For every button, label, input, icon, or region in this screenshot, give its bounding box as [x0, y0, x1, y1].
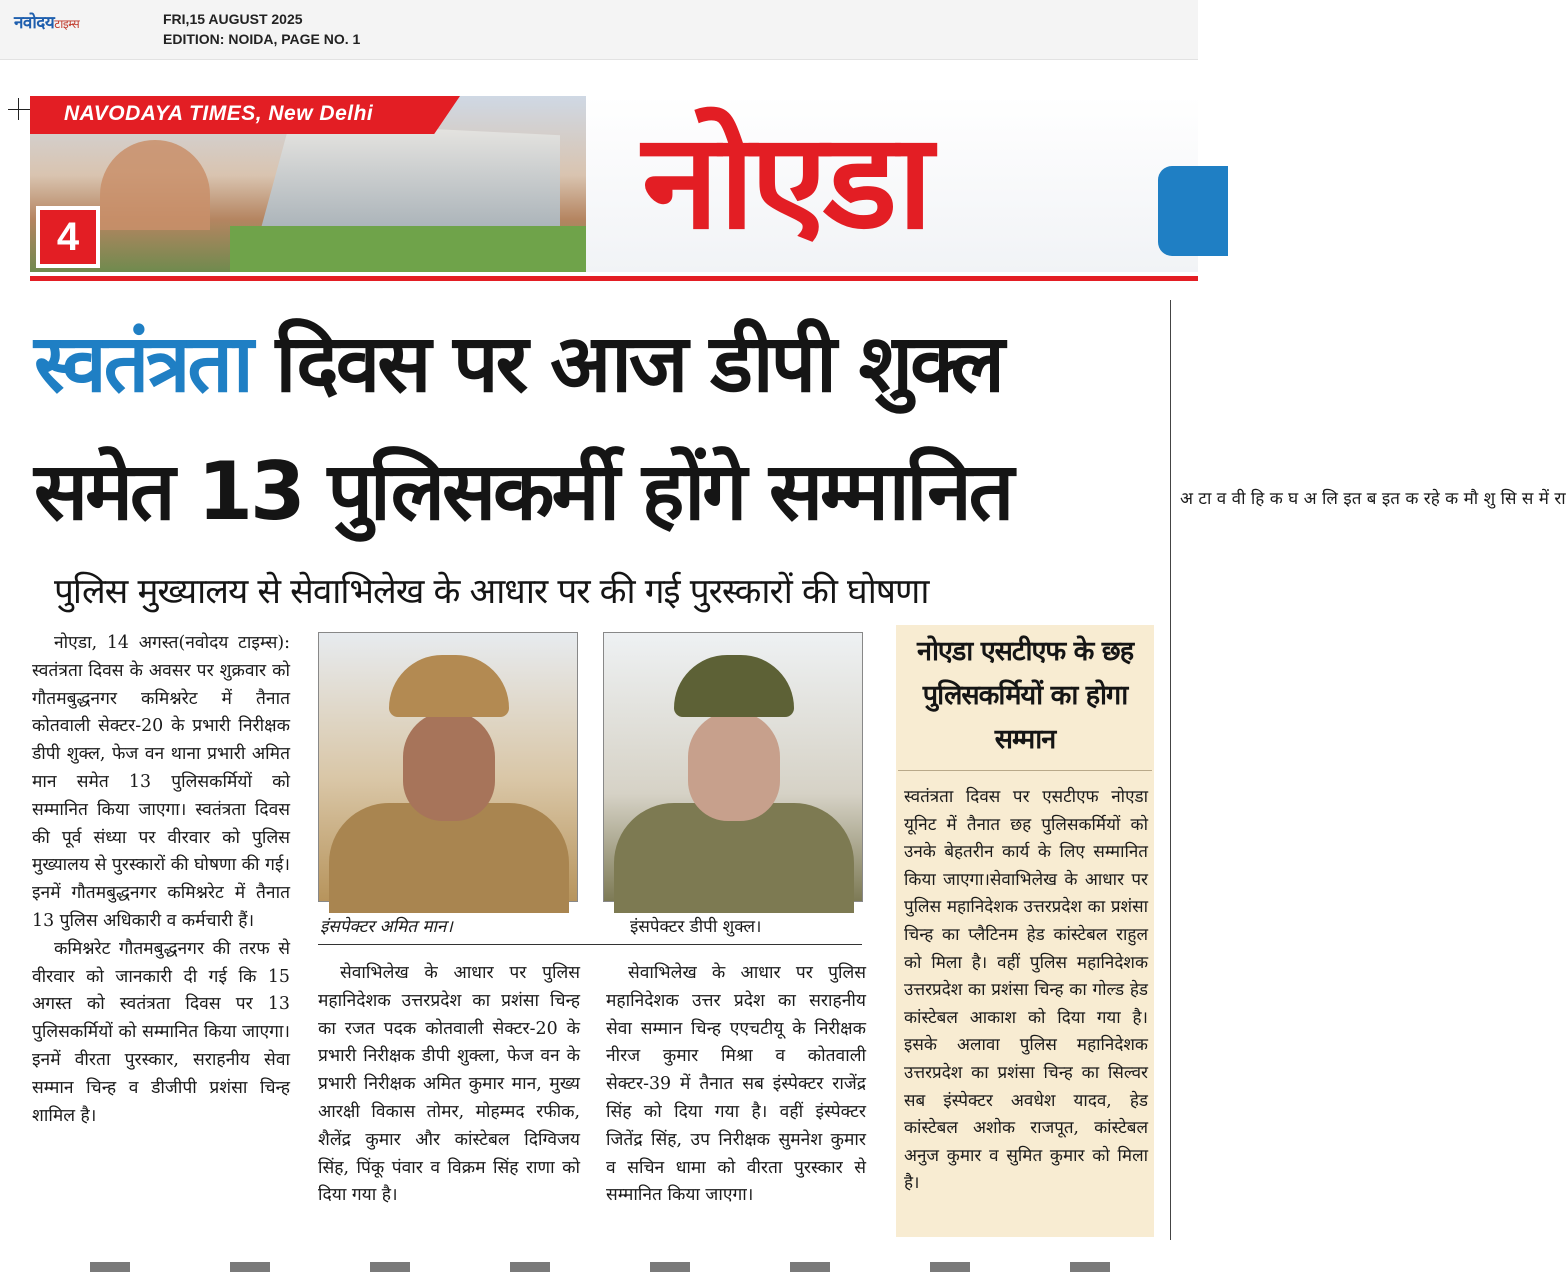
stf-box-title: नोएडा एसटीएफ के छह पुलिसकर्मियों का होगा सम्मान: [916, 636, 1134, 755]
article-paragraph-2: कमिश्नरेट गौतमबुद्धनगर की तरफ से वीरवार को जानकारी दी गई कि 15 अगस्त को स्वतंत्रता दिवस पर 13 पुलिसकर्मियों को सम्मानित किया जाएगा।इनमें वीरता पुरस्कार, सराहनीय सेवा सम्मान चिन्ह व डीजीपी प्रशंसा चिन्ह शामिल है।: [32, 938, 290, 1126]
article-paragraph-3: सेवाभिलेख के आधार पर पुलिस महानिदेशक उत्तरप्रदेश का प्रशंसा चिन्ह का रजत पदक कोतवाली सेक्टर-20 के प्रभारी निरीक्षक डीपी शुक्ला, फेज वन के प्रभारी निरीक्षक अमित कुमार मान, मुख्य आरक्षी विकास तोमर, मोहम्मद रफीक, शैलेंद्र कुमार और कांस्टेबल दिग्विजय सिंह, पिंकू पंवार व विक्रम सिंह राणा को दिया गया है।: [318, 963, 580, 1206]
headline-line1: [34, 300, 1154, 428]
cap-shape: [674, 655, 794, 717]
publication-logo[interactable]: [14, 10, 79, 33]
monument-shape: [100, 140, 210, 230]
main-headline: [34, 300, 1154, 556]
stf-box-text: स्वतंत्रता दिवस पर एसटीएफ नोएडा यूनिट में तैनात छह पुलिसकर्मियों को उनके बेहतरीन कार्य के लिए सम्मानित किया जाएगा।सेवाभिलेख के आधार पर पुलिस महानिदेशक उत्तरप्रदेश का प्रशंसा चिन्ह का प्लैटिनम हेड कांस्टेबल राहुल को मिला है। वहीं पुलिस महानिदेशक उत्तरप्रदेश का प्रशंसा चिन्ह का गोल्ड हेड कांस्टेबल आकाश को दिया गया है। इसके अलावा पुलिस महानिदेशक उत्तरप्रदेश का प्रशंसा चिन्ह का सिल्वर सब इंस्पेक्टर अवधेश यादव, हेड कांस्टेबल अशोक राजपूत, कांस्टेबल अनुज कुमार व सुमित कुमार को मिला है।: [904, 787, 1148, 1194]
stf-box-divider: [898, 770, 1152, 771]
face-shape: [403, 711, 495, 821]
article-column-2: [318, 960, 580, 1210]
article-paragraph-4: सेवाभिलेख के आधार पर पुलिस महानिदेशक उत्तर प्रदेश का सराहनीय सेवा सम्मान चिन्ह एएचटीयू के निरीक्षक नीरज कुमार मिश्रा व कोतवाली सेक्टर-39 में तैनात सब इंस्पेक्टर राजेंद्र सिंह को दिया गया है। वहीं इंस्पेक्टर जितेंद्र सिंह, उप निरीक्षक सुमनेश कुमार व सचिन धामा को वीरता पुरस्कार से सम्मानित किया जाएगा।: [606, 963, 866, 1206]
article-column-3: [606, 960, 866, 1210]
article-paragraph-1: नोएडा, 14 अगस्त(नवोदय टाइम्स): स्वतंत्रता दिवस के अवसर पर शुक्रवार को गौतमबुद्धनगर कमिश्नरेट में तैनात कोतवाली सेक्टर-20 के प्रभारी निरीक्षक डीपी शुक्ल, फेज वन थाना प्रभारी अमित मान समेत 13 पुलिसकर्मियों को सम्मानित किया जाएगा। स्वतंत्रता दिवस की पूर्व संध्या पर वीरवार को पुलिस मुख्यालय से पुरस्कारों की घोषणा की गई। इनमें गौतमबुद्धनगर कमिश्नरेट में तैनात 13 पुलिस अधिकारी व कर्मचारी हैं।: [32, 633, 290, 931]
column-divider: [1170, 300, 1171, 1240]
masthead-blue-block: [1158, 166, 1228, 256]
edition-date: FRI,15 AUGUST 2025: [163, 11, 303, 27]
headline-line2: समेत 13 पुलिसकर्मी होंगे सम्मानित: [34, 445, 1012, 538]
logo-small: टाइम्स: [54, 17, 80, 31]
cap-shape: [389, 655, 509, 717]
edition-meta: [163, 9, 360, 49]
photo-amit-maan[interactable]: [318, 632, 578, 902]
masthead-banner-text: NAVODAYA TIMES, New Delhi: [64, 102, 374, 125]
edition-page: EDITION: NOIDA, PAGE NO. 1: [163, 31, 361, 47]
photo-caption-1: इंसपेक्टर अमित मान।: [320, 917, 453, 937]
next-article-fragment: अ टा व वी हि क घ अ लि इत ब इत क रहे क मौ शु सि स में रा: [1180, 489, 1566, 509]
headline-highlight: स्वतंत्रता: [34, 317, 251, 410]
next-headline-fragment: [90, 1262, 1140, 1272]
masthead-divider: [30, 276, 1198, 281]
logo-main: नवोदय: [14, 13, 55, 33]
headline-line1-rest: दिवस पर आज डीपी शुक्ल: [250, 317, 1002, 410]
photo-dp-shukla[interactable]: [603, 632, 863, 902]
page-number: 4: [40, 210, 96, 264]
sub-headline: पुलिस मुख्यालय से सेवाभिलेख के आधार पर की गई पुरस्कारों की घोषणा: [54, 572, 929, 612]
page-number-badge: [36, 206, 100, 268]
crop-crosshair-icon: [8, 98, 30, 120]
masthead-title: नोएडा: [642, 105, 929, 259]
page-masthead: [30, 96, 1198, 272]
article-column-1: [32, 630, 290, 1130]
caption-divider: [318, 944, 862, 945]
face-shape: [688, 711, 780, 821]
photo-caption-2: इंसपेक्टर डीपी शुक्ल।: [630, 917, 762, 937]
field-shape: [230, 226, 586, 272]
stadium-shape: [260, 122, 560, 232]
top-bar: [0, 0, 1198, 60]
